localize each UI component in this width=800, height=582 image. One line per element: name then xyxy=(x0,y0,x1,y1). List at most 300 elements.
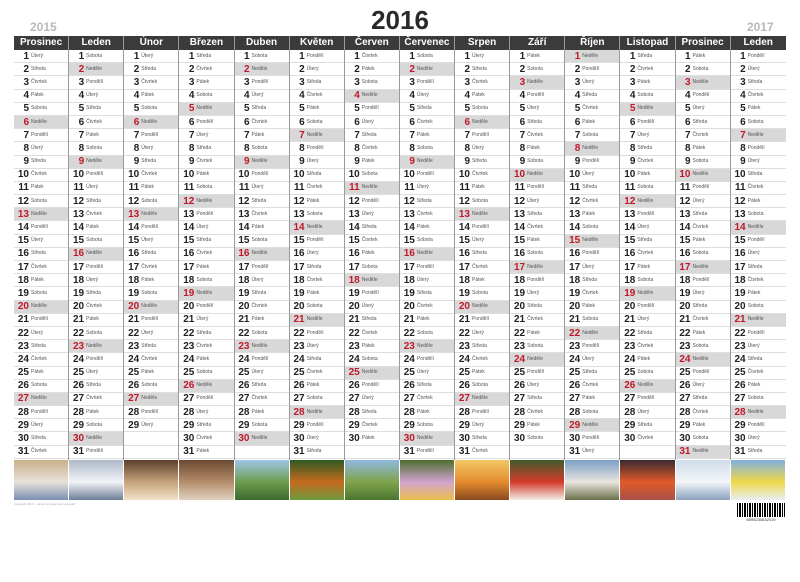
day-number: 27 xyxy=(624,393,636,405)
day-cell xyxy=(510,76,564,89)
weekday-label: Středa xyxy=(472,342,487,349)
day-number: 13 xyxy=(734,208,746,220)
day-cell xyxy=(69,406,123,419)
day-number: 23 xyxy=(734,340,746,352)
day-cell xyxy=(676,367,730,380)
day-number: 10 xyxy=(293,169,305,181)
day-cell xyxy=(345,261,399,274)
day-cell xyxy=(455,419,509,432)
day-number: 13 xyxy=(238,208,250,220)
weekday-label: Sobota xyxy=(747,210,764,217)
day-cell xyxy=(124,406,178,419)
day-number: 5 xyxy=(574,103,581,115)
day-cell xyxy=(69,446,123,459)
weekday-label: Neděle xyxy=(747,316,764,323)
day-number: 9 xyxy=(629,156,636,168)
day-cell xyxy=(345,182,399,195)
weekday-label: Středa xyxy=(86,105,101,112)
day-cell xyxy=(620,380,674,393)
weekday-label: Středa xyxy=(361,224,377,231)
day-number: 24 xyxy=(183,353,195,365)
weekday-label: Sobota xyxy=(637,276,654,283)
day-cell xyxy=(124,367,178,380)
day-cell xyxy=(510,156,564,169)
month-header: Leden xyxy=(69,36,123,50)
day-number: 21 xyxy=(624,314,636,326)
day-number: 14 xyxy=(348,222,360,234)
day-number: 26 xyxy=(403,380,415,392)
day-cell xyxy=(179,432,233,445)
weekday-label: Čtvrtek xyxy=(637,435,654,442)
day-number: 28 xyxy=(73,406,85,418)
day-cell xyxy=(455,195,509,208)
weekday-label: Pátek xyxy=(251,316,265,323)
day-cell xyxy=(124,90,178,103)
day-number: 3 xyxy=(464,76,470,88)
weekday-label: Úterý xyxy=(31,329,43,336)
day-cell xyxy=(124,432,178,445)
day-number: 17 xyxy=(238,261,250,273)
day-number: 21 xyxy=(458,314,470,326)
day-number: 5 xyxy=(243,103,250,115)
weekday-label: Středa xyxy=(527,395,542,402)
weekday-label: Čtvrtek xyxy=(251,118,268,125)
weekday-label: Pondělí xyxy=(637,118,655,125)
day-cell xyxy=(510,446,564,459)
month-column xyxy=(290,36,345,460)
day-cell xyxy=(400,327,454,340)
calendar-year-title: 2016 xyxy=(371,5,429,35)
day-cell xyxy=(565,353,619,366)
day-cell xyxy=(400,235,454,248)
day-cell xyxy=(455,406,509,419)
day-cell xyxy=(235,248,289,261)
weekday-label: Pondělí xyxy=(747,237,765,244)
weekday-label: Pátek xyxy=(582,395,596,402)
day-cell xyxy=(455,90,509,103)
day-number: 3 xyxy=(188,76,195,88)
weekday-label: Sobota xyxy=(582,408,599,415)
day-number: 26 xyxy=(514,380,526,392)
weekday-label: Pondělí xyxy=(31,131,48,138)
day-number: 16 xyxy=(73,248,85,260)
day-cell xyxy=(565,103,619,116)
day-cell xyxy=(565,287,619,300)
weekday-label: Neděle xyxy=(196,197,213,204)
weekday-label: Středa xyxy=(141,158,156,165)
weekday-label: Čtvrtek xyxy=(527,316,543,323)
day-number: 19 xyxy=(624,287,636,299)
day-number: 1 xyxy=(23,50,29,62)
day-cell xyxy=(565,314,619,327)
photo-strip xyxy=(14,460,786,500)
weekday-label: Sobota xyxy=(527,158,543,165)
day-cell xyxy=(565,261,619,274)
weekday-label: Úterý xyxy=(31,52,43,59)
weekday-label: Středa xyxy=(251,197,267,204)
day-number: 26 xyxy=(128,380,140,392)
weekday-label: Neděle xyxy=(582,144,599,151)
day-number: 18 xyxy=(403,274,415,286)
month-photo xyxy=(455,460,510,500)
day-number: 22 xyxy=(348,327,360,339)
day-cell xyxy=(620,314,674,327)
day-number: 30 xyxy=(348,433,360,445)
weekday-label: Neděle xyxy=(86,158,102,165)
day-number: 25 xyxy=(624,367,636,379)
day-number: 5 xyxy=(519,103,526,115)
weekday-label: Středa xyxy=(582,92,597,99)
weekday-label: Čtvrtek xyxy=(141,171,158,178)
day-cell xyxy=(124,103,178,116)
day-number: 7 xyxy=(188,129,195,141)
day-cell xyxy=(676,261,730,274)
day-number: 15 xyxy=(128,235,140,247)
day-number: 6 xyxy=(354,116,360,128)
day-cell xyxy=(676,406,730,419)
day-cell xyxy=(69,261,123,274)
day-number: 14 xyxy=(679,222,691,234)
day-cell xyxy=(124,314,178,327)
weekday-label: Středa xyxy=(141,250,156,257)
day-number: 19 xyxy=(458,287,470,299)
day-cell xyxy=(69,129,123,142)
day-cell xyxy=(179,208,233,221)
day-number: 4 xyxy=(574,90,581,102)
day-cell xyxy=(290,406,344,419)
day-cell xyxy=(290,50,344,63)
weekday-label: Pátek xyxy=(692,421,706,428)
day-number: 9 xyxy=(299,156,305,168)
day-cell xyxy=(345,301,399,314)
day-cell xyxy=(620,301,674,314)
day-cell xyxy=(69,301,123,314)
day-cell xyxy=(455,367,509,380)
month-photo xyxy=(69,460,124,500)
day-number: 11 xyxy=(294,182,305,194)
day-number: 11 xyxy=(735,182,746,194)
day-number: 19 xyxy=(569,287,581,299)
day-cell xyxy=(124,116,178,129)
day-number: 26 xyxy=(17,380,29,392)
weekday-label: Neděle xyxy=(86,250,102,257)
day-number: 24 xyxy=(514,353,526,365)
weekday-label: Čtvrtek xyxy=(582,289,599,296)
day-number: 14 xyxy=(458,222,470,234)
day-cell xyxy=(400,261,454,274)
day-number: 23 xyxy=(679,340,691,352)
weekday-label: Pondělí xyxy=(361,289,379,296)
weekday-label: Středa xyxy=(637,144,653,151)
weekday-label: Čtvrtek xyxy=(747,276,764,283)
day-cell xyxy=(124,142,178,155)
month-column xyxy=(235,36,290,460)
day-number: 22 xyxy=(293,327,305,339)
day-cell xyxy=(455,221,509,234)
day-number: 17 xyxy=(679,261,691,273)
weekday-label: Středa xyxy=(692,210,708,217)
weekday-label: Sobota xyxy=(86,237,102,244)
day-number: 3 xyxy=(519,76,526,88)
day-number: 16 xyxy=(679,248,691,260)
day-cell xyxy=(676,274,730,287)
weekday-label: Sobota xyxy=(361,78,378,85)
weekday-label: Sobota xyxy=(416,144,433,151)
day-cell xyxy=(179,76,233,89)
weekday-label: Neděle xyxy=(747,131,764,138)
day-cell xyxy=(565,301,619,314)
weekday-label: Neděle xyxy=(416,435,433,442)
weekday-label: Středa xyxy=(747,78,763,85)
day-cell xyxy=(455,327,509,340)
day-cell xyxy=(345,195,399,208)
day-number: 17 xyxy=(348,261,360,273)
day-cell xyxy=(510,432,564,445)
weekday-label: Čtvrtek xyxy=(692,316,709,323)
weekday-label: Pátek xyxy=(747,197,761,204)
day-cell xyxy=(345,50,399,63)
weekday-label: Neděle xyxy=(86,435,102,442)
weekday-label: Čtvrtek xyxy=(31,263,47,270)
weekday-label: Středa xyxy=(416,105,432,112)
day-number: 21 xyxy=(679,314,691,326)
day-cell xyxy=(620,446,674,459)
weekday-label: Úterý xyxy=(472,421,484,428)
day-number: 22 xyxy=(403,327,415,339)
day-number: 1 xyxy=(409,50,415,62)
day-cell xyxy=(620,50,674,63)
day-cell xyxy=(69,248,123,261)
weekday-label: Úterý xyxy=(251,184,264,191)
day-cell xyxy=(124,353,178,366)
day-cell xyxy=(290,380,344,393)
day-number: 7 xyxy=(629,129,636,141)
day-number: 3 xyxy=(243,76,250,88)
day-number: 23 xyxy=(73,340,85,352)
day-cell xyxy=(124,208,178,221)
day-number: 23 xyxy=(514,340,526,352)
day-number: 26 xyxy=(679,380,691,392)
weekday-label: Pondělí xyxy=(306,421,324,428)
weekday-label: Čtvrtek xyxy=(416,118,433,125)
day-number: 24 xyxy=(17,353,29,365)
day-number: 25 xyxy=(73,367,85,379)
day-number: 14 xyxy=(293,222,305,234)
day-number: 15 xyxy=(624,235,636,247)
weekday-label: Úterý xyxy=(361,395,374,402)
weekday-label: Pondělí xyxy=(637,303,655,310)
weekday-label: Pondělí xyxy=(747,329,765,336)
weekday-label: Neděle xyxy=(86,65,102,72)
weekday-label: Pondělí xyxy=(86,78,104,85)
day-cell xyxy=(620,116,674,129)
weekday-label: Pondělí xyxy=(747,52,765,59)
day-number: 29 xyxy=(569,419,581,431)
day-cell xyxy=(235,169,289,182)
day-cell xyxy=(345,208,399,221)
weekday-label: Čtvrtek xyxy=(196,250,213,257)
weekday-label: Středa xyxy=(747,355,763,362)
day-number: 25 xyxy=(679,367,691,379)
month-photo xyxy=(400,460,455,500)
weekday-label: Pátek xyxy=(527,421,540,428)
weekday-label: Středa xyxy=(306,171,322,178)
day-number: 10 xyxy=(458,169,470,181)
day-cell xyxy=(124,129,178,142)
day-cell xyxy=(124,221,178,234)
weekday-label: Úterý xyxy=(472,329,484,336)
day-number: 28 xyxy=(624,406,636,418)
day-number: 7 xyxy=(464,129,470,141)
month-column xyxy=(455,36,510,460)
day-cell xyxy=(235,63,289,76)
day-cell xyxy=(620,221,674,234)
weekday-label: Pátek xyxy=(361,158,375,165)
weekday-label: Neděle xyxy=(692,263,709,270)
day-cell xyxy=(124,419,178,432)
day-cell xyxy=(179,248,233,261)
weekday-label: Neděle xyxy=(361,276,378,283)
weekday-label: Pátek xyxy=(416,224,430,231)
weekday-label: Neděle xyxy=(582,52,599,59)
day-cell xyxy=(400,446,454,459)
day-cell xyxy=(676,327,730,340)
day-cell xyxy=(455,261,509,274)
day-number: 1 xyxy=(188,50,195,62)
day-cell xyxy=(510,406,564,419)
weekday-label: Úterý xyxy=(306,250,319,257)
day-cell xyxy=(124,169,178,182)
day-cell xyxy=(731,208,786,221)
day-number: 16 xyxy=(734,248,746,260)
day-cell xyxy=(124,195,178,208)
day-number: 16 xyxy=(128,248,140,260)
weekday-label: Neděle xyxy=(637,382,654,389)
day-number: 11 xyxy=(128,182,140,194)
day-number: 2 xyxy=(684,63,691,75)
weekday-label: Neděle xyxy=(196,382,213,389)
weekday-label: Neděle xyxy=(527,78,543,85)
day-cell xyxy=(510,367,564,380)
day-number: 31 xyxy=(17,446,29,458)
day-cell xyxy=(400,182,454,195)
day-number: 29 xyxy=(348,419,360,431)
weekday-label: Středa xyxy=(31,65,46,72)
weekday-label: Pondělí xyxy=(141,408,159,415)
day-cell xyxy=(620,261,674,274)
weekday-label: Neděle xyxy=(306,131,323,138)
day-number: 4 xyxy=(188,90,195,102)
day-cell xyxy=(565,380,619,393)
weekday-label: Středa xyxy=(306,448,322,455)
day-number: 6 xyxy=(464,116,470,128)
day-number: 8 xyxy=(299,142,305,154)
day-cell xyxy=(14,103,68,116)
weekday-label: Pátek xyxy=(692,329,706,336)
day-number: 10 xyxy=(73,169,85,181)
day-cell xyxy=(676,63,730,76)
day-cell xyxy=(620,169,674,182)
weekday-label: Pátek xyxy=(251,224,265,231)
day-cell xyxy=(676,169,730,182)
weekday-label: Středa xyxy=(196,144,212,151)
day-number: 26 xyxy=(734,380,746,392)
weekday-label: Neděle xyxy=(472,118,488,125)
day-number: 13 xyxy=(183,208,195,220)
month-photo xyxy=(510,460,565,500)
weekday-label: Úterý xyxy=(747,435,760,442)
day-cell xyxy=(400,301,454,314)
day-cell xyxy=(565,169,619,182)
weekday-label: Pondělí xyxy=(86,355,104,362)
day-cell xyxy=(565,50,619,63)
day-cell xyxy=(235,327,289,340)
weekday-label: Pondělí xyxy=(306,144,324,151)
weekday-label: Úterý xyxy=(31,144,43,151)
weekday-label: Sobota xyxy=(251,421,268,428)
month-column xyxy=(69,36,124,460)
day-number: 13 xyxy=(348,208,360,220)
weekday-label: Čtvrtek xyxy=(472,171,488,178)
day-number: 25 xyxy=(348,367,360,379)
weekday-label: Sobota xyxy=(251,237,268,244)
day-cell xyxy=(290,393,344,406)
weekday-label: Neděle xyxy=(141,395,158,402)
day-cell xyxy=(510,50,564,63)
weekday-label: Čtvrtek xyxy=(196,65,213,72)
weekday-label: Úterý xyxy=(86,369,99,376)
weekday-label: Sobota xyxy=(31,289,47,296)
weekday-label: Pátek xyxy=(692,52,706,59)
weekday-label: Čtvrtek xyxy=(251,395,268,402)
day-number: 9 xyxy=(354,156,360,168)
month-photo xyxy=(235,460,290,500)
day-cell xyxy=(565,446,619,459)
day-cell xyxy=(69,195,123,208)
weekday-label: Pátek xyxy=(527,52,540,59)
weekday-label: Středa xyxy=(692,395,708,402)
day-cell xyxy=(14,195,68,208)
day-number: 23 xyxy=(458,340,470,352)
weekday-label: Sobota xyxy=(306,395,323,402)
day-cell xyxy=(565,432,619,445)
day-number: 2 xyxy=(354,63,360,75)
month-column xyxy=(620,36,675,460)
day-number: 6 xyxy=(629,116,636,128)
day-number: 3 xyxy=(23,76,29,88)
month-column xyxy=(179,36,234,460)
day-cell xyxy=(290,353,344,366)
day-cell xyxy=(290,419,344,432)
weekday-label: Pátek xyxy=(527,329,540,336)
day-cell xyxy=(14,261,68,274)
day-number: 14 xyxy=(569,222,581,234)
day-number: 7 xyxy=(133,129,140,141)
day-cell xyxy=(69,142,123,155)
weekday-label: Středa xyxy=(251,382,267,389)
day-cell xyxy=(14,380,68,393)
weekday-label: Čtvrtek xyxy=(582,382,599,389)
day-number: 22 xyxy=(73,327,85,339)
day-cell xyxy=(290,63,344,76)
day-cell xyxy=(235,235,289,248)
day-cell xyxy=(400,116,454,129)
day-cell xyxy=(290,327,344,340)
weekday-label: Čtvrtek xyxy=(472,263,488,270)
day-cell xyxy=(676,380,730,393)
weekday-label: Sobota xyxy=(637,369,654,376)
day-number: 6 xyxy=(684,116,691,128)
